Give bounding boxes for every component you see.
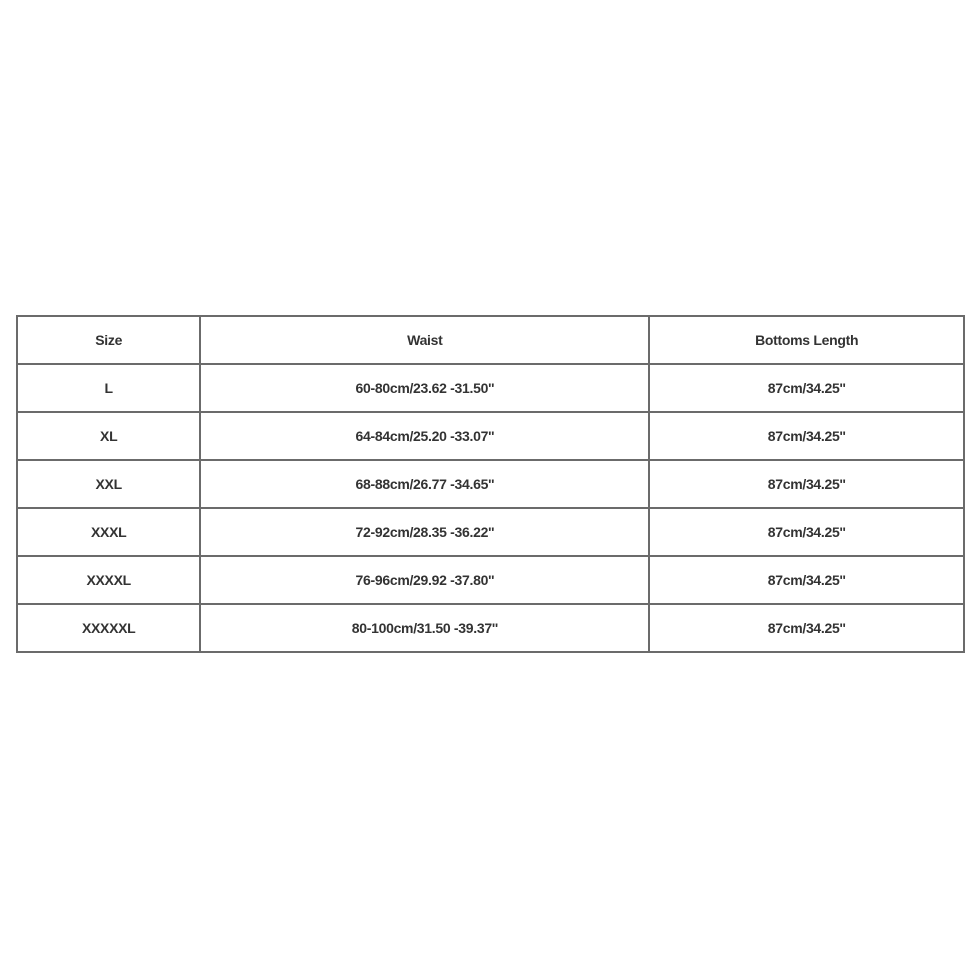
waist-cell: 64-84cm/25.20 -33.07'' [200,412,649,460]
bottoms-length-cell: 87cm/34.25'' [649,556,964,604]
waist-cell: 76-96cm/29.92 -37.80'' [200,556,649,604]
table-row [17,556,964,604]
table-row [17,508,964,556]
table-row [17,364,964,412]
table-row [17,604,964,652]
size-cell: XXL [17,460,200,508]
header-size: Size [17,316,200,364]
table-header-row [17,316,964,364]
size-chart-table [16,315,965,653]
bottoms-length-cell: 87cm/34.25'' [649,508,964,556]
bottoms-length-cell: 87cm/34.25'' [649,460,964,508]
waist-cell: 80-100cm/31.50 -39.37'' [200,604,649,652]
size-cell: L [17,364,200,412]
header-bottoms-length: Bottoms Length [649,316,964,364]
size-cell: XXXXL [17,556,200,604]
waist-cell: 68-88cm/26.77 -34.65'' [200,460,649,508]
table-row [17,460,964,508]
waist-cell: 60-80cm/23.62 -31.50'' [200,364,649,412]
bottoms-length-cell: 87cm/34.25'' [649,364,964,412]
size-cell: XXXXXL [17,604,200,652]
header-waist: Waist [200,316,649,364]
table-row [17,412,964,460]
size-cell: XXXL [17,508,200,556]
bottoms-length-cell: 87cm/34.25'' [649,412,964,460]
size-cell: XL [17,412,200,460]
waist-cell: 72-92cm/28.35 -36.22'' [200,508,649,556]
bottoms-length-cell: 87cm/34.25'' [649,604,964,652]
